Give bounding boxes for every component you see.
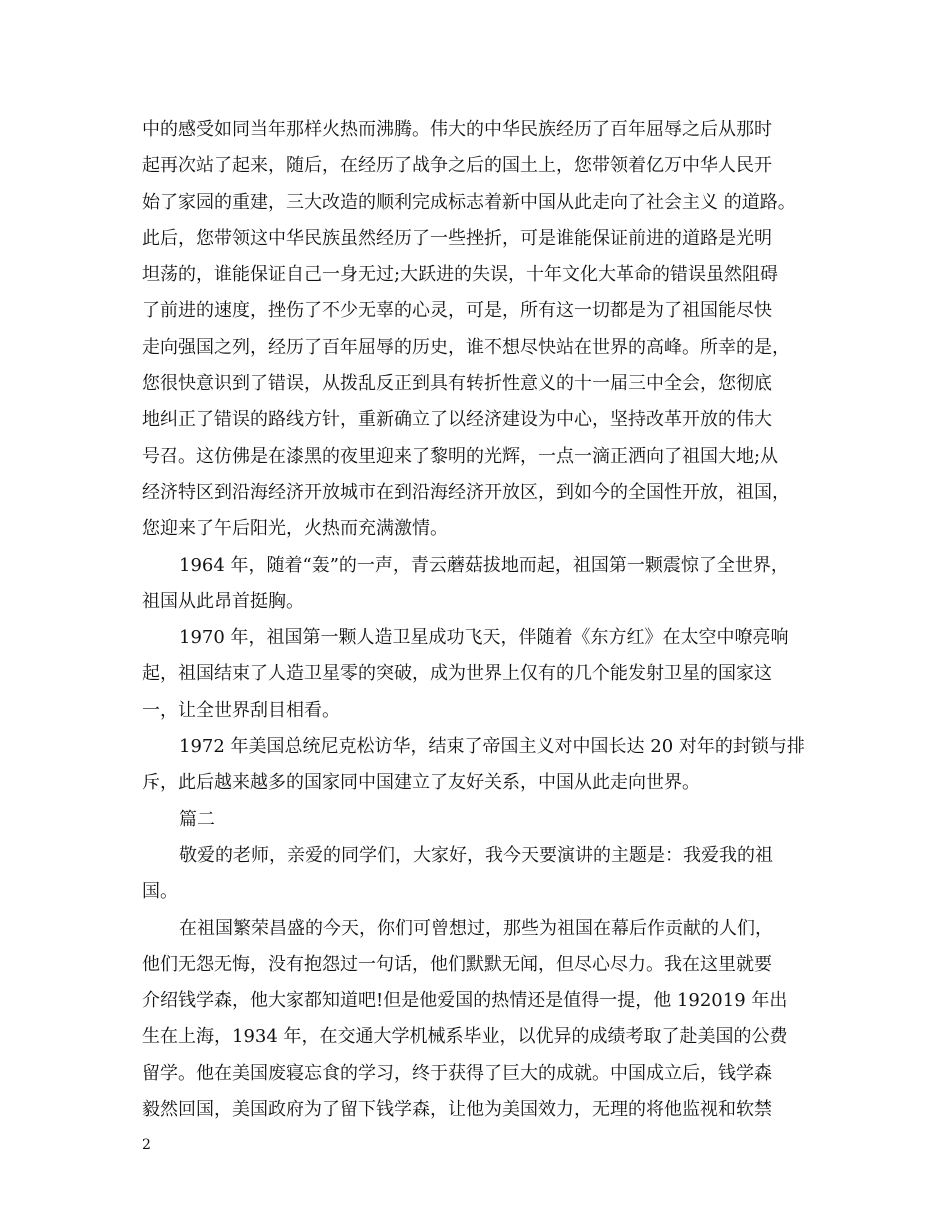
text-line: 起，祖国结束了人造卫星零的突破，成为世界上仅有的几个能发射卫星的国家这 — [142, 663, 772, 685]
text-line: 始了家园的重建，三大改造的顺利完成标志着新中国从此走向了社会主义 的道路。 — [142, 191, 796, 213]
text-line: 他们无怨无悔，没有抱怨过一句话，他们默默无闻，但尽心尽力。我在这里就要 — [142, 953, 772, 975]
text-line: 了前进的速度，挫伤了不少无辜的心灵，可是，所有这一切都是为了祖国能尽快 — [142, 300, 772, 322]
text-line: 地纠正了错误的路线方针，重新确立了以经济建设为中心，坚持改革开放的伟大 — [142, 409, 772, 431]
text-line: 毅然回国，美国政府为了留下钱学森，让他为美国效力，无理的将他监视和软禁 — [142, 1099, 772, 1121]
text-line: 斥，此后越来越多的国家同中国建立了友好关系，中国从此走向世界。 — [142, 772, 700, 794]
text-line: 敬爱的老师，亲爱的同学们，大家好，我今天要演讲的主题是：我爱我的祖 — [179, 844, 773, 866]
text-line: 您很快意识到了错误，从拨乱反正到具有转折性意义的十一届三中全会，您彻底 — [142, 373, 772, 395]
text-line: 篇二 — [179, 808, 215, 830]
text-line: 1964 年，随着“轰”的一声，青云蘑菇拔地而起，祖国第一颗震惊了全世界， — [179, 554, 789, 576]
page-number: 2 — [142, 1137, 151, 1153]
text-line: 坦荡的，谁能保证自己一身无过;大跃进的失误，十年文化大革命的错误虽然阻碍 — [142, 264, 779, 286]
text-line: 您迎来了午后阳光，火热而充满激情。 — [142, 518, 448, 540]
text-line: 经济特区到沿海经济开放城市在到沿海经济开放区，到如今的全国性开放，祖国， — [142, 481, 790, 503]
text-line: 在祖国繁荣昌盛的今天，你们可曾想过，那些为祖国在幕后作贡献的人们， — [179, 917, 773, 939]
text-line: 留学。他在美国废寝忘食的学习，终于获得了巨大的成就。中国成立后，钱学森 — [142, 1062, 772, 1084]
text-line: 一，让全世界刮目相看。 — [142, 699, 340, 721]
text-line: 生在上海，1934 年，在交通大学机械系毕业，以优异的成绩考取了赴美国的公费 — [142, 1026, 788, 1048]
text-line: 起再次站了起来，随后，在经历了战争之后的国土上，您带领着亿万中华人民开 — [142, 155, 772, 177]
body-text — [142, 112, 812, 1128]
text-line: 中的感受如同当年那样火热而沸腾。伟大的中华民族经历了百年屈辱之后从那时 — [142, 119, 772, 140]
text-line: 祖国从此昂首挺胸。 — [142, 590, 304, 612]
text-line: 国。 — [142, 881, 178, 903]
text-line: 介绍钱学森，他大家都知道吧!但是他爱国的热情还是值得一提，他 192019 年出 — [142, 990, 788, 1012]
text-line: 号召。这仿佛是在漆黑的夜里迎来了黎明的光辉，一点一滴正洒向了祖国大地;从 — [142, 445, 779, 467]
text-line: 1970 年，祖国第一颗人造卫星成功飞天，伴随着《东方红》在太空中嘹亮响 — [179, 627, 789, 649]
text-line: 1972 年美国总统尼克松访华，结束了帝国主义对中国长达 20 对年的封锁与排 — [179, 736, 805, 758]
text-line: 此后，您带领这中华民族虽然经历了一些挫折，可是谁能保证前进的道路是光明 — [142, 227, 772, 249]
text-line: 走向强国之列，经历了百年屈辱的历史，谁不想尽快站在世界的高峰。所幸的是， — [142, 336, 790, 358]
